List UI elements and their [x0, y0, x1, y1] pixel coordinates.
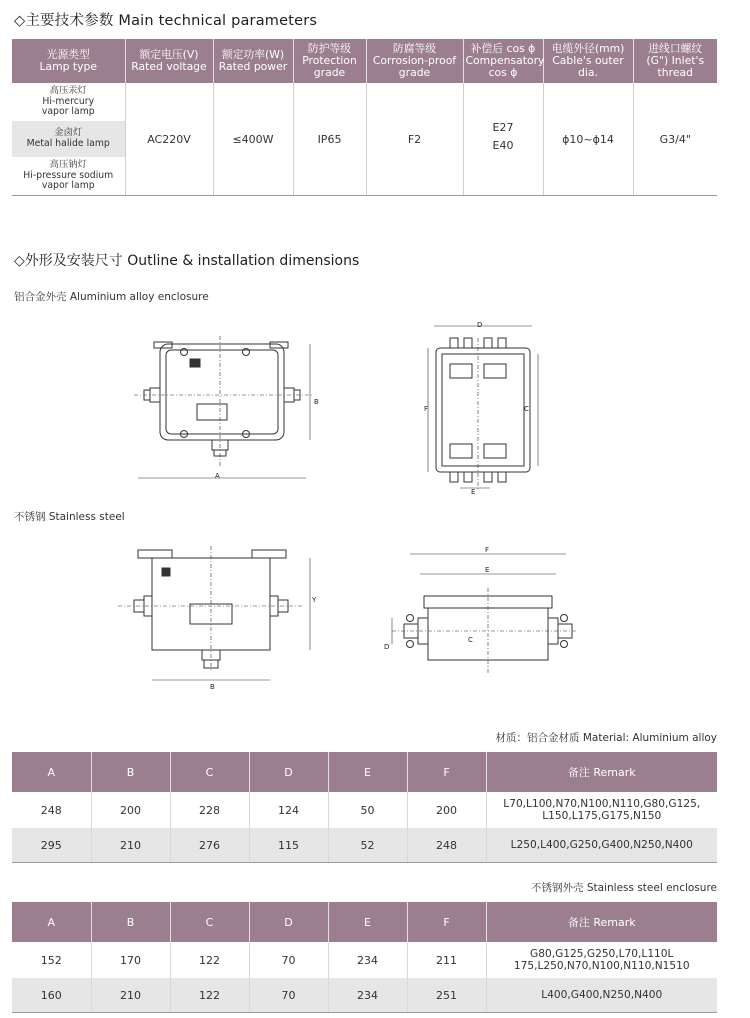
cell-f: 200	[407, 792, 486, 828]
cell-f: 251	[407, 978, 486, 1013]
header-f: F	[407, 902, 486, 942]
header-c: C	[170, 752, 249, 792]
header-inlet-thread: 进线口螺纹 (G") Inlet's thread	[633, 39, 717, 83]
dim-label-e: E	[471, 488, 476, 496]
cell-c: 122	[170, 978, 249, 1013]
stainless-steel-label: 不锈钢 Stainless steel	[14, 511, 125, 523]
header-e: E	[328, 752, 407, 792]
header-f: F	[407, 752, 486, 792]
header-rated-power: 额定功率(W) Rated power	[213, 39, 293, 83]
cell-e: 234	[328, 942, 407, 978]
cell-d: 70	[249, 942, 328, 978]
header-protection-grade: 防护等级 Protection grade	[293, 39, 366, 83]
aluminium-front-view-drawing	[132, 330, 332, 490]
dim-label-d-stainless: D	[384, 643, 390, 651]
dim-label-c-stainless: C	[468, 636, 473, 644]
lamp-type-cell	[12, 83, 125, 196]
aluminium-enclosure-label: 铝合金外壳 Aluminium alloy enclosure	[14, 291, 209, 303]
cell-f: 248	[407, 828, 486, 863]
header-corrosion-grade: 防腐等级 Corrosion-proof grade	[366, 39, 463, 83]
rated-power-value: ≤400W	[213, 83, 293, 196]
dim-label-b: B	[314, 398, 319, 406]
header-d: D	[249, 752, 328, 792]
cell-b: 170	[91, 942, 170, 978]
cell-d: 115	[249, 828, 328, 863]
header-d: D	[249, 902, 328, 942]
dim-label-f-stainless: F	[485, 546, 490, 554]
cell-a: 248	[12, 792, 91, 828]
stainless-dimensions-table	[12, 902, 717, 1013]
header-cable-outer-dia: 电缆外径(mm) Cable's outer dia.	[543, 39, 633, 83]
lamp-type-mercury: 高压汞灯 Hi-mercury vapor lamp	[41, 85, 95, 118]
dim-label-c: C	[524, 405, 529, 413]
dim-label-f: F	[424, 405, 429, 413]
header-remark: 备注 Remark	[486, 752, 717, 792]
section-title-outline-dimensions: ◇外形及安装尺寸 Outline & installation dimensions	[14, 253, 360, 269]
cell-b: 210	[91, 978, 170, 1013]
header-compensatory-cos: 补偿后 cos ϕ Compensatory cos ϕ	[463, 39, 543, 83]
aluminium-dimensions-table	[12, 752, 717, 863]
header-c: C	[170, 902, 249, 942]
table-row	[12, 828, 717, 863]
stainless-front-view-drawing	[118, 546, 328, 696]
cell-a: 152	[12, 942, 91, 978]
dim-label-y: Y	[312, 596, 317, 604]
cell-remark: L250,L400,G250,G400,N250,N400	[486, 828, 717, 863]
dim-label-e-stainless: E	[485, 566, 490, 574]
header-remark: 备注 Remark	[486, 902, 717, 942]
rated-voltage-value: AC220V	[125, 83, 213, 196]
cell-d: 124	[249, 792, 328, 828]
dim-label-a: A	[215, 472, 220, 480]
header-b: B	[91, 752, 170, 792]
header-a: A	[12, 902, 91, 942]
table-row	[12, 978, 717, 1013]
table-row	[12, 83, 717, 196]
cable-dia-value: ϕ10~ϕ14	[543, 83, 633, 196]
cell-e: 234	[328, 978, 407, 1013]
header-lamp-type: 光源类型 Lamp type	[12, 39, 125, 83]
compensatory-cos-value: E27 E40	[463, 83, 543, 196]
inlet-thread-value: G3/4"	[633, 83, 717, 196]
cell-a: 160	[12, 978, 91, 1013]
section-title-technical-parameters: ◇主要技术参数 Main technical parameters	[14, 13, 318, 29]
cell-f: 211	[407, 942, 486, 978]
cell-d: 70	[249, 978, 328, 1013]
header-rated-voltage: 额定电压(V) Rated voltage	[125, 39, 213, 83]
lamp-type-sodium: 高压钠灯 Hi-pressure sodium vapor lamp	[23, 159, 114, 192]
header-e: E	[328, 902, 407, 942]
cell-a: 295	[12, 828, 91, 863]
cell-c: 228	[170, 792, 249, 828]
dim-label-d: D	[477, 321, 483, 329]
material-note: 材质：铝合金材质 Material: Aluminium alloy	[495, 732, 717, 744]
table-header-row	[12, 752, 717, 792]
cell-c: 122	[170, 942, 249, 978]
cell-b: 200	[91, 792, 170, 828]
header-b: B	[91, 902, 170, 942]
table-header-row	[12, 39, 717, 83]
stainless-enclosure-note: 不锈钢外壳 Stainless steel enclosure	[531, 882, 717, 894]
cell-b: 210	[91, 828, 170, 863]
header-a: A	[12, 752, 91, 792]
lamp-type-metal-halide: 金卤灯 Metal halide lamp	[12, 121, 125, 157]
cell-e: 52	[328, 828, 407, 863]
cell-remark: L70,L100,N70,N100,N110,G80,G125, L150,L175,G175,N150	[503, 797, 701, 822]
cell-c: 276	[170, 828, 249, 863]
cell-remark: G80,G125,G250,L70,L110L 175,L250,N70,N100,N110,N1510	[513, 947, 690, 972]
corrosion-grade-value: F2	[366, 83, 463, 196]
aluminium-side-view-drawing	[420, 318, 550, 498]
table-row	[12, 942, 717, 978]
table-row	[12, 792, 717, 828]
protection-grade-value: IP65	[293, 83, 366, 196]
cell-e: 50	[328, 792, 407, 828]
dim-label-b-stainless: B	[210, 683, 215, 691]
cell-remark: L400,G400,N250,N400	[486, 978, 717, 1013]
technical-parameters-table	[12, 39, 717, 196]
table-header-row	[12, 902, 717, 942]
stainless-side-view-drawing	[380, 548, 580, 688]
